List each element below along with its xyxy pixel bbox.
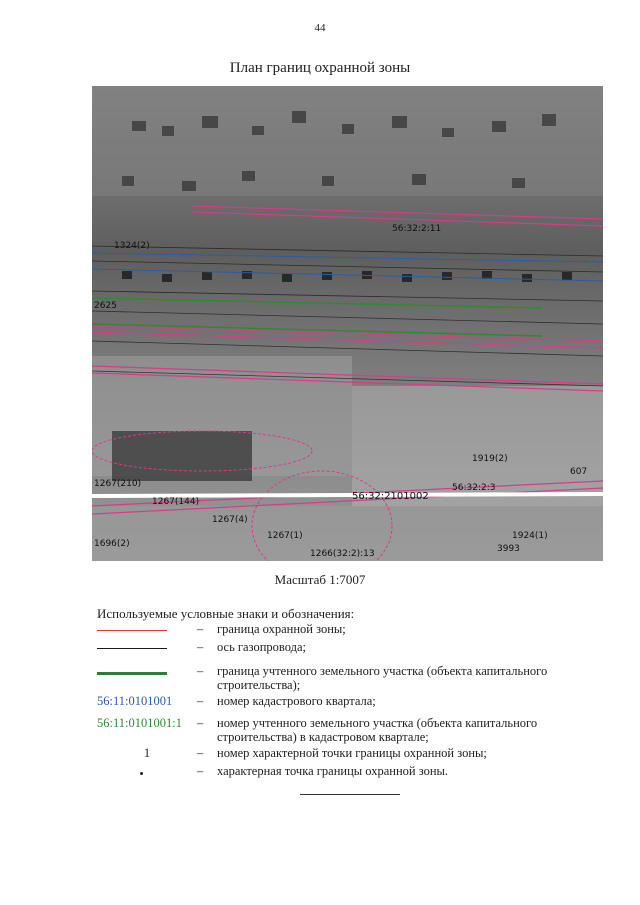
legend-heading: Используемые условные знаки и обозначения: <box>97 606 355 621</box>
block-label-mid: 56:32:2101002 <box>352 491 429 502</box>
parcel-label: 1267(4) <box>212 515 248 525</box>
legend-text: граница учтенного земельного участка (объекта капитального строительства); <box>217 664 548 692</box>
legend-text: номер учтенного земельного участка (объекта капитального строительства) в кадастровом квартале; <box>217 716 538 744</box>
parcel-label: 1924(1) <box>512 531 548 541</box>
point-number-symbol: 1 <box>143 746 151 760</box>
cadastral-block-code: 56:11:0101001 <box>97 694 173 708</box>
plan-title: План границ охранной зоны <box>229 60 411 76</box>
legend-row-zone-boundary: – граница охранной зоны; <box>97 622 567 638</box>
legend-text: номер кадастрового квартала; <box>217 694 376 708</box>
legend-text: ось газопровода; <box>217 640 307 654</box>
scale-label: Масштаб 1:7007 <box>274 572 366 587</box>
black-line-symbol <box>97 648 167 649</box>
legend-text: граница охранной зоны; <box>217 622 346 636</box>
legend-text: характерная точка границы охранной зоны. <box>217 764 449 778</box>
parcel-label: 1324(2) <box>114 241 150 251</box>
legend-row-parcel-number: 56:11:0101001:1 – номер учтенного земельного участка (объекта капитального строительства) в кадастровом квартале; <box>97 716 567 744</box>
footer-divider <box>300 794 400 795</box>
parcel-label: 2625 <box>94 301 117 311</box>
legend-text: номер характерной точки границы охранной зоны; <box>217 746 487 760</box>
aerial-map <box>92 86 603 561</box>
parcel-label: 607 <box>570 467 588 477</box>
parcel-label: 56:32:2:3 <box>452 483 496 493</box>
parcel-number-code: 56:11:0101001:1 <box>97 716 182 730</box>
legend-row-cadastral-block: 56:11:0101001 – номер кадастрового квартала; <box>97 694 567 710</box>
parcel-label: 3993 <box>497 544 520 554</box>
block-label-bottom: 1266(32:2):13 <box>310 549 375 559</box>
legend-row-point: – характерная точка границы охранной зоны. <box>97 764 567 780</box>
page-number: 44 <box>314 22 326 34</box>
green-line-symbol <box>97 672 167 675</box>
parcel-label: 1919(2) <box>472 454 508 464</box>
legend-row-parcel-boundary: – граница учтенного земельного участка (объекта капитального строительства); <box>97 664 567 692</box>
parcel-label: 1696(2) <box>94 539 130 549</box>
red-line-symbol <box>97 630 167 631</box>
legend-row-gas-axis: – ось газопровода; <box>97 640 567 656</box>
legend <box>97 622 567 782</box>
block-label-top: 56:32:2:11 <box>392 224 442 234</box>
parcel-label: 1267(210) <box>94 479 142 489</box>
legend-row-point-number: 1 – номер характерной точки границы охранной зоны; <box>97 746 567 762</box>
parcel-label: 1267(1) <box>267 531 303 541</box>
dot-symbol <box>140 772 143 775</box>
parcel-label: 1267(144) <box>152 497 200 507</box>
